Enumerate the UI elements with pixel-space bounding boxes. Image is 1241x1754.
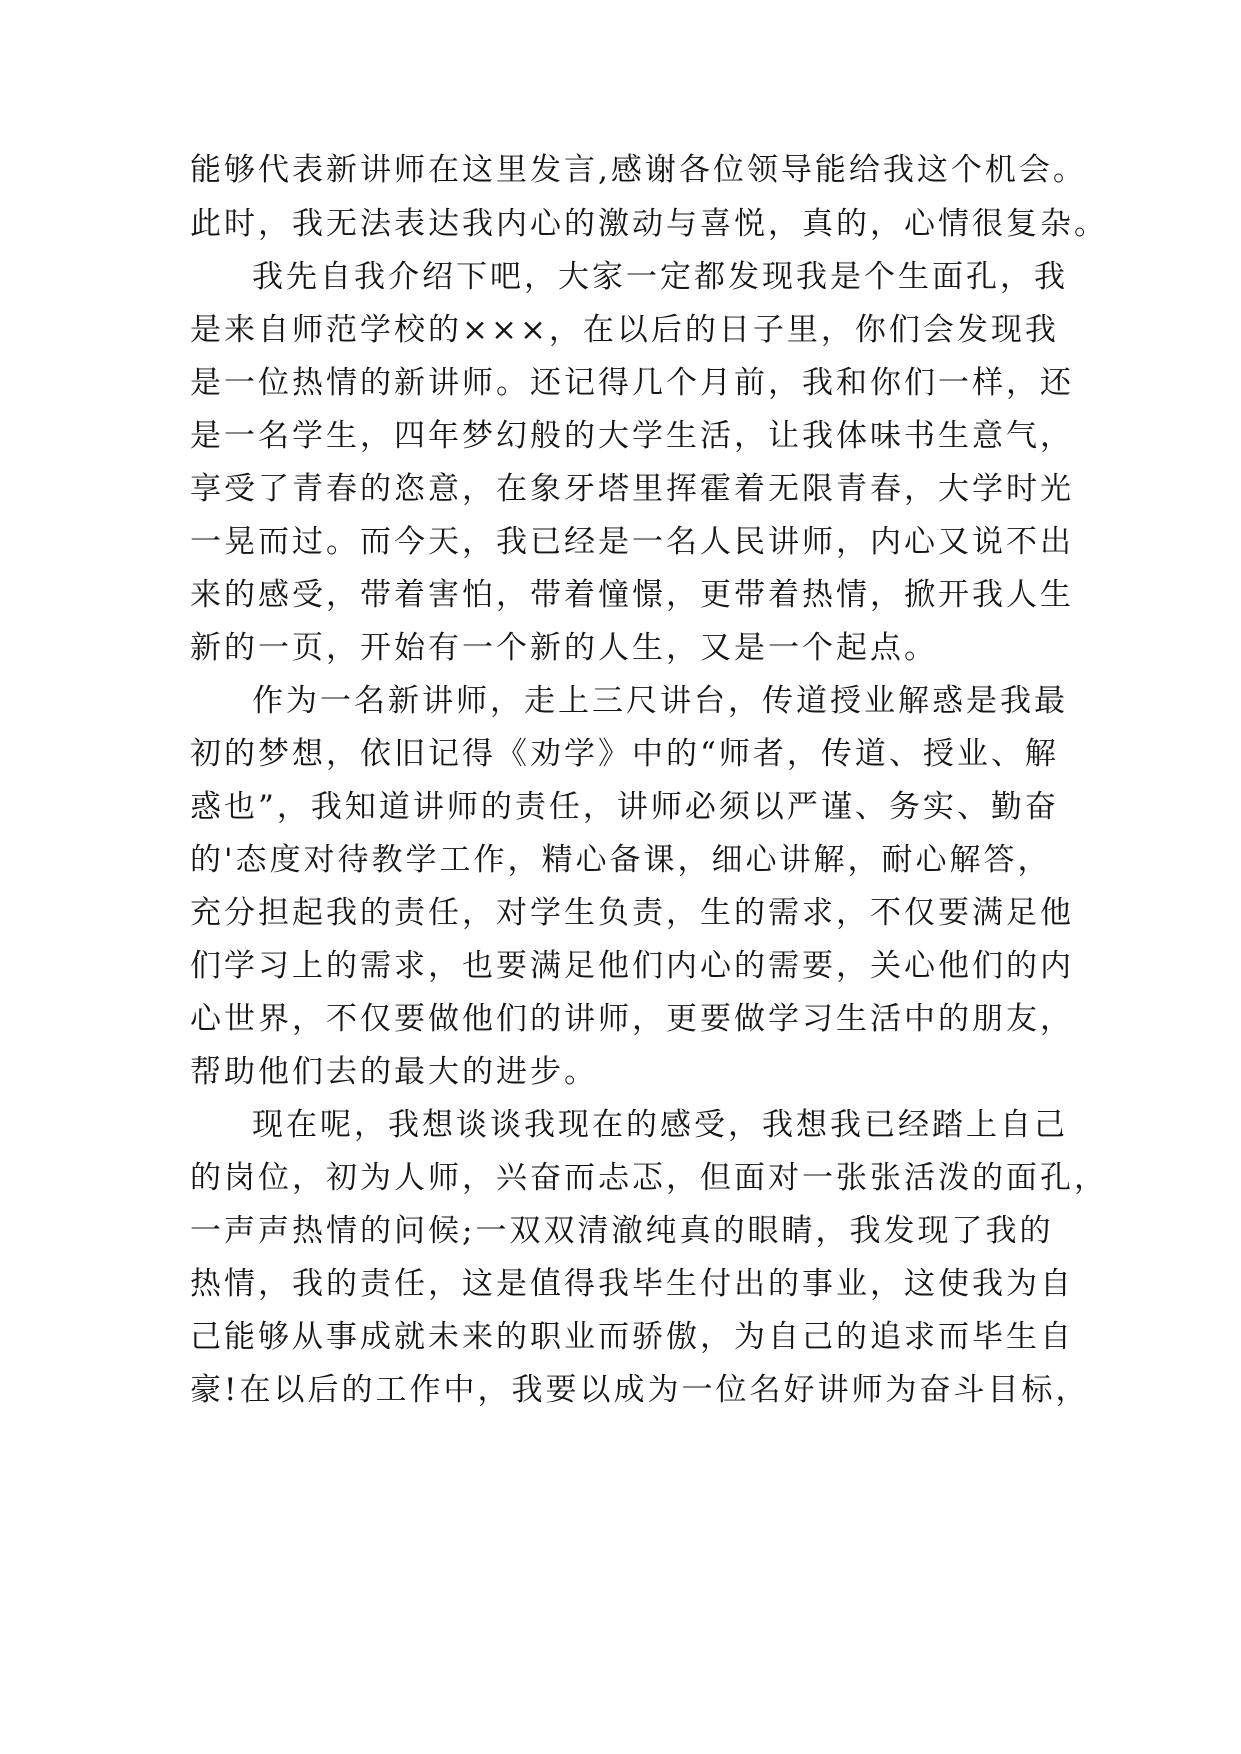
text-line: 新的一页，开始有一个新的人生，又是一个起点。: [190, 630, 938, 666]
text-line: 一晃而过。而今天，我已经是一名人民讲师，内心又说不出: [190, 524, 1074, 560]
text-line: 热情，我的责任，这是值得我毕生付出的事业，这使我为自: [190, 1266, 1074, 1302]
text-line: 己能够从事成就未来的职业而骄傲，为自己的追求而毕生自: [190, 1319, 1074, 1355]
text-line: 一声声热情的问候;一双双清澈纯真的眼睛，我发现了我的: [190, 1213, 1054, 1249]
text-line: 是来自师范学校的×××，在以后的日子里，你们会发现我: [190, 312, 1059, 348]
text-line: 是一名学生，四年梦幻般的大学生活，让我体味书生意气，: [190, 418, 1074, 454]
text-line: 们学习上的需求，也要满足他们内心的需要，关心他们的内: [190, 948, 1074, 984]
text-line: 豪!在以后的工作中，我要以成为一位名好讲师为奋斗目标，: [190, 1372, 1090, 1408]
text-line: 的'态度对待教学工作，精心备课，细心讲解，耐心解答，: [190, 842, 1052, 878]
text-line: 充分担起我的责任，对学生负责，生的需求，不仅要满足他: [190, 895, 1074, 931]
text-line: 帮助他们去的最大的进步。: [190, 1054, 598, 1090]
paragraph-first-line: 作为一名新讲师，走上三尺讲台，传道授业解惑是我最: [252, 683, 1068, 719]
text-line: 来的感受，带着害怕，带着憧憬，更带着热情，掀开我人生: [190, 577, 1074, 613]
text-line: 此时，我无法表达我内心的激动与喜悦，真的，心情很复杂。: [190, 206, 1108, 242]
text-line: 初的梦想，依旧记得《劝学》中的“师者，传道、授业、解: [190, 736, 1059, 772]
text-line: 的岗位，初为人师，兴奋而忐忑，但面对一张张活泼的面孔，: [190, 1160, 1108, 1196]
text-line: 是一位热情的新讲师。还记得几个月前，我和你们一样，还: [190, 365, 1074, 401]
text-line: 能够代表新讲师在这里发言,感谢各位领导能给我这个机会。: [190, 152, 1087, 188]
paragraph-first-line: 我先自我介绍下吧，大家一定都发现我是个生面孔，我: [252, 259, 1068, 295]
text-line: 惑也”，我知道讲师的责任，讲师必须以严谨、务实、勤奋: [190, 789, 1059, 825]
text-line: 心世界，不仅要做他们的讲师，更要做学习生活中的朋友，: [190, 1001, 1074, 1037]
text-line: 享受了青春的恣意，在象牙塔里挥霍着无限青春，大学时光: [190, 471, 1074, 507]
paragraph-first-line: 现在呢，我想谈谈我现在的感受，我想我已经踏上自己: [252, 1107, 1068, 1143]
